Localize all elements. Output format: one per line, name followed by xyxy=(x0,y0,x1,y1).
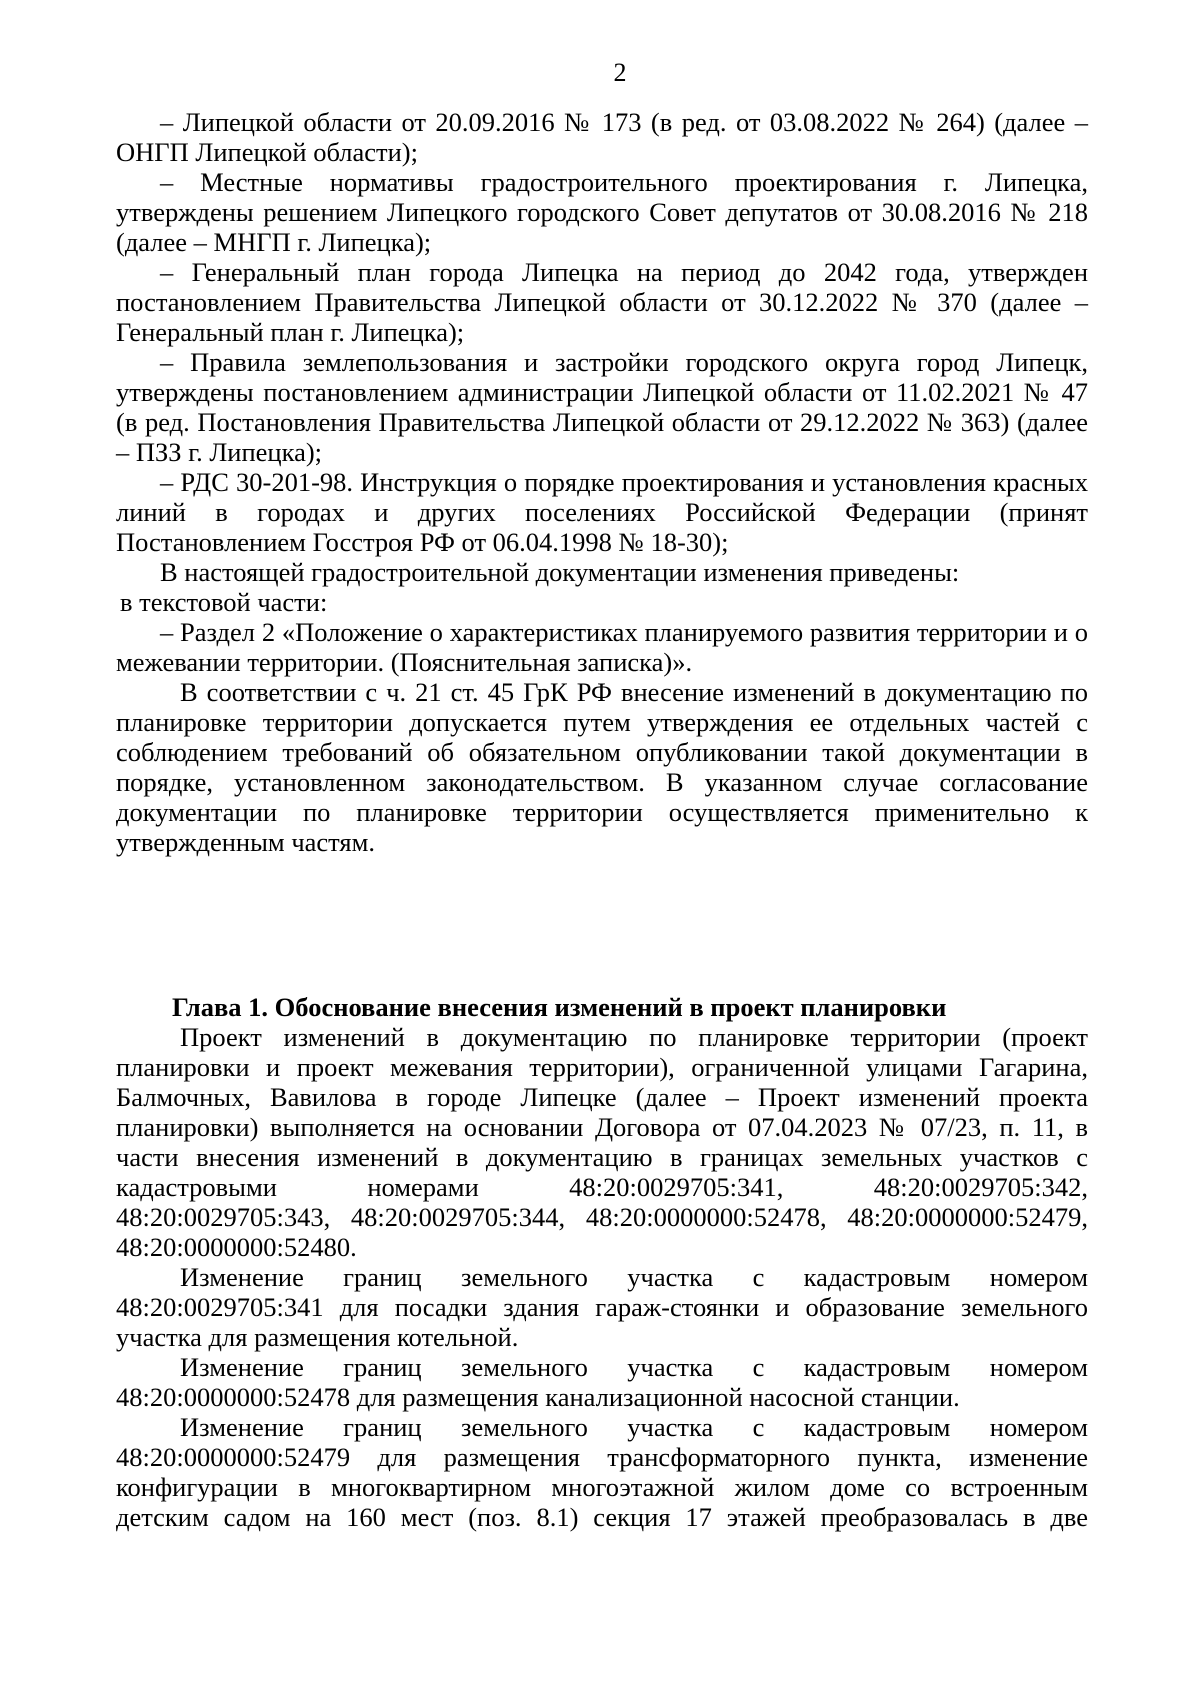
cadastral-line: кадастровыми номерами 48:20:0029705:341, 48:20:0029705:342, xyxy=(116,1172,1088,1202)
cadastral-line: 48:20:0000000:52480. xyxy=(116,1232,357,1262)
cadastral-line: 48:20:0029705:343, 48:20:0029705:344, 48:20:0000000:52478, 48:20:0000000:52479, xyxy=(116,1202,1088,1232)
chapter-paragraph: Проект изменений в документацию по планировке территории (проект планировки и проект межевания территории), ограниченной улицами Гагарина, Балмочных, Вавилова в городе Липецке (далее – Проект изменений проекта планировки) выполняется на основании Договора от 07.04.2023 № 07/23, п. 11, в части внесения изменений в документацию в границах земельных участков с xyxy=(116,1022,1088,1172)
page-number: 2 xyxy=(613,58,627,87)
text-part-label: в текстовой части: xyxy=(120,587,328,617)
chapter-heading: Глава 1. Обоснование внесения изменений в проект планировки xyxy=(172,992,947,1022)
chapter-paragraph: Изменение границ земельного участка с кадастровым номером 48:20:0000000:52479 для размещения трансформаторного пункта, изменение конфигурации в многоквартирном многоэтажной жилом доме со встроенным детским садом на 160 мест (поз. 8.1) секция 17 этажей преобразовалась в две xyxy=(116,1412,1088,1532)
list-item: – Генеральный план города Липецка на период до 2042 года, утвержден постановлением Правительства Липецкой области от 30.12.2022 № 370 (далее – Генеральный план г. Липецка); xyxy=(116,257,1088,347)
list-item: – РДС 30-201-98. Инструкция о порядке проектирования и установления красных линий в городах и других поселениях Российской Федерации (принят Постановлением Госстроя РФ от 06.04.1998 № 18-30); xyxy=(116,467,1088,557)
list-item: – Правила землепользования и застройки городского округа город Липецк, утверждены постановлением администрации Липецкой области от 11.02.2021 № 47 (в ред. Постановления Правительства Липецкой области от 29.12.2022 № 363) (далее – ПЗЗ г. Липецка); xyxy=(116,347,1088,467)
section-item: – Раздел 2 «Положение о характеристиках планируемого развития территории и о межевании территории. (Пояснительная записка)». xyxy=(116,617,1088,677)
list-item: – Липецкой области от 20.09.2016 № 173 (в ред. от 03.08.2022 № 264) (далее – ОНГП Липецкой области); xyxy=(116,107,1088,167)
normative-list xyxy=(116,107,1088,857)
changes-intro: В настоящей градостроительной документации изменения приведены: xyxy=(160,557,960,587)
chapter-body xyxy=(116,1022,1088,1532)
chapter-paragraph: Изменение границ земельного участка с кадастровым номером 48:20:0000000:52478 для размещения канализационной насосной станции. xyxy=(116,1352,1088,1412)
list-item: – Местные нормативы градостроительного проектирования г. Липецка, утверждены решением Липецкого городского Совет депутатов от 30.08.2016 № 218 (далее – МНГП г. Липецка); xyxy=(116,167,1088,257)
article-paragraph: В соответствии с ч. 21 ст. 45 ГрК РФ внесение изменений в документацию по планировке территории допускается путем утверждения ее отдельных частей с соблюдением требований об обязательном опубликовании такой документации в порядке, установленном законодательством. В указанном случае согласование документации по планировке территории осуществляется применительно к утвержденным частям. xyxy=(116,677,1088,857)
chapter-paragraph: Изменение границ земельного участка с кадастровым номером 48:20:0029705:341 для посадки здания гараж-стоянки и образование земельного участка для размещения котельной. xyxy=(116,1262,1088,1352)
